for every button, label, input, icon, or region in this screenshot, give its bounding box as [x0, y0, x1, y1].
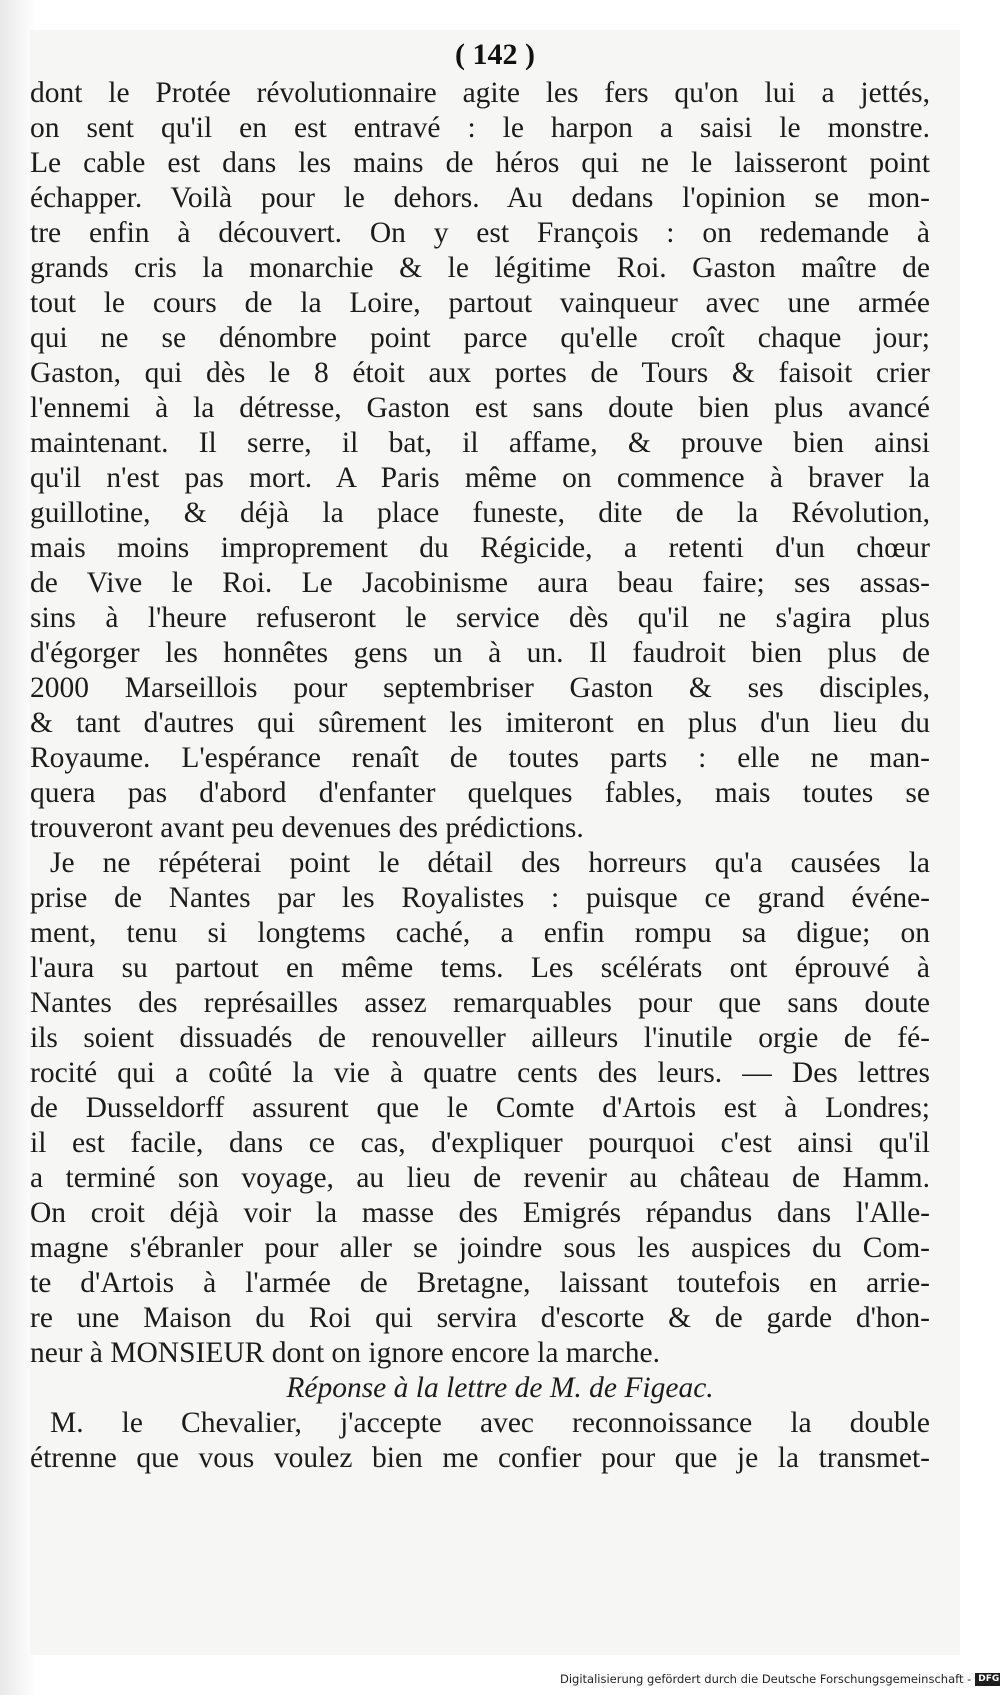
text-line: guillotine, & déjà la place funeste, dite de la Révolution,	[30, 497, 930, 529]
text-line: rocité qui a coûté la vie à quatre cents des leurs. — Des lettres	[30, 1057, 930, 1089]
text-line: & tant d'autres qui sûrement les imiteront en plus d'un lieu du	[30, 707, 930, 739]
text-line: grands cris la monarchie & le légitime Roi. Gaston maître de	[30, 252, 930, 284]
text-line: d'égorger les honnêtes gens un à un. Il faudroit bien plus de	[30, 637, 930, 669]
text-line: neur à MONSIEUR dont on ignore encore la marche.	[30, 1337, 660, 1369]
text-line: quera pas d'abord d'enfanter quelques fables, mais toutes se	[30, 777, 930, 809]
dfg-logo: DFG	[975, 1673, 1000, 1686]
text-line: 2000 Marseillois pour septembriser Gaston & ses disciples,	[30, 672, 930, 704]
text-line: échapper. Voilà pour le dehors. Au dedans l'opinion se mon-	[30, 182, 930, 214]
text-line: te d'Artois à l'armée de Bretagne, laissant toutefois en arrie-	[30, 1267, 930, 1299]
text-line: sins à l'heure refuseront le service dès qu'il ne s'agira plus	[30, 602, 930, 634]
text-line: qu'il n'est pas mort. A Paris même on commence à braver la	[30, 462, 930, 494]
book-page	[30, 30, 960, 1655]
text-line: magne s'ébranler pour aller se joindre sous les auspices du Com-	[30, 1232, 930, 1264]
section-heading: Réponse à la lettre de M. de Figeac.	[286, 1372, 714, 1404]
text-line: de Dusseldorff assurent que le Comte d'Artois est à Londres;	[30, 1092, 930, 1124]
text-line: Le cable est dans les mains de héros qui ne le laisseront point	[30, 147, 930, 179]
text-line: ment, tenu si longtems caché, a enfin rompu sa digue; on	[30, 917, 930, 949]
text-line: Gaston, qui dès le 8 étoit aux portes de Tours & faisoit crier	[30, 357, 930, 389]
text-line: M. le Chevalier, j'accepte avec reconnoissance la double	[50, 1407, 930, 1439]
text-line: étrenne que vous voulez bien me confier pour que je la transmet-	[30, 1442, 930, 1474]
page-number: ( 142 )	[455, 38, 535, 71]
text-line: dont le Protée révolutionnaire agite les fers qu'on lui a jettés,	[30, 77, 930, 109]
text-line: a terminé son voyage, au lieu de revenir au château de Hamm.	[30, 1162, 930, 1194]
credit-text: Digitalisierung gefördert durch die Deutsche Forschungsgemeinschaft -	[560, 1672, 972, 1686]
text-line: maintenant. Il serre, il bat, il affame, & prouve bien ainsi	[30, 427, 930, 459]
text-line: trouveront avant peu devenues des prédictions.	[30, 812, 584, 844]
text-line: l'aura su partout en même tems. Les scélérats ont éprouvé à	[30, 952, 930, 984]
text-line: tout le cours de la Loire, partout vainqueur avec une armée	[30, 287, 930, 319]
text-line: Je ne répéterai point le détail des horreurs qu'a causées la	[50, 847, 930, 879]
text-line: il est facile, dans ce cas, d'expliquer pourquoi c'est ainsi qu'il	[30, 1127, 930, 1159]
text-line: On croit déjà voir la masse des Emigrés répandus dans l'Alle-	[30, 1197, 930, 1229]
text-line: tre enfin à découvert. On y est François : on redemande à	[30, 217, 930, 249]
text-line: l'ennemi à la détresse, Gaston est sans doute bien plus avancé	[30, 392, 930, 424]
text-line: prise de Nantes par les Royalistes : puisque ce grand événe-	[30, 882, 930, 914]
text-line: ils soient dissuadés de renouveller ailleurs l'inutile orgie de fé-	[30, 1022, 930, 1054]
text-line: Royaume. L'espérance renaît de toutes parts : elle ne man-	[30, 742, 930, 774]
text-line: re une Maison du Roi qui servira d'escorte & de garde d'hon-	[30, 1302, 930, 1334]
text-line: qui ne se dénombre point parce qu'elle croît chaque jour;	[30, 322, 930, 354]
body-text	[30, 76, 930, 1476]
text-line: de Vive le Roi. Le Jacobinisme aura beau faire; ses assas-	[30, 567, 930, 599]
text-line: Nantes des représailles assez remarquables pour que sans doute	[30, 987, 930, 1019]
digitization-credit	[560, 1670, 1000, 1688]
text-line: on sent qu'il en est entravé : le harpon a saisi le monstre.	[30, 112, 930, 144]
text-line: mais moins improprement du Régicide, a retenti d'un chœur	[30, 532, 930, 564]
